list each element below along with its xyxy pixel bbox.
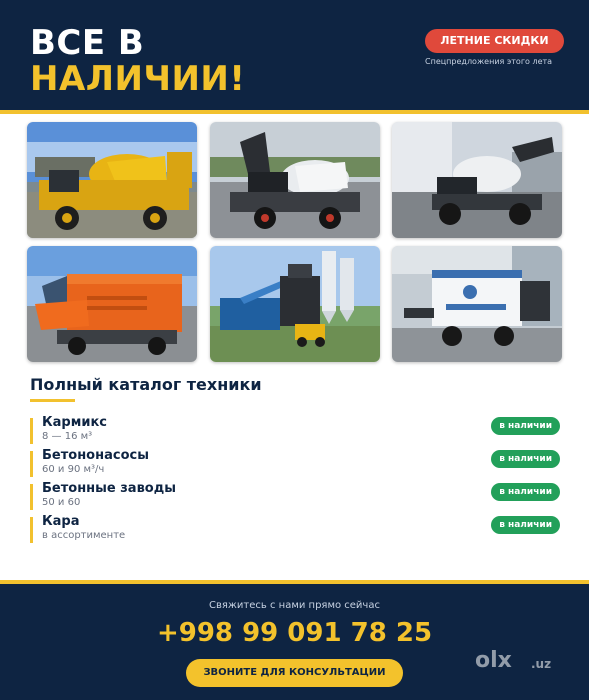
availability-badge: в наличии bbox=[491, 417, 560, 435]
item-name: Бетононасосы bbox=[42, 448, 149, 463]
summer-sale-badge: ЛЕТНИЕ СКИДКИ bbox=[425, 29, 564, 53]
catalog-item-concrete-pumps bbox=[30, 449, 560, 479]
headline-line-2: НАЛИЧИИ! bbox=[30, 59, 246, 99]
item-desc: 50 и 60 bbox=[42, 497, 81, 508]
olx-watermark-tld: .uz bbox=[531, 657, 552, 671]
availability-badge: в наличии bbox=[491, 483, 560, 501]
olx-watermark: olx bbox=[475, 648, 512, 673]
equipment-photo-grid bbox=[27, 122, 562, 362]
photo-orange-concrete-pump bbox=[27, 246, 197, 362]
item-accent-bar bbox=[30, 484, 33, 510]
item-desc: 60 и 90 м³/ч bbox=[42, 464, 105, 475]
catalog-item-karmiks bbox=[30, 416, 560, 446]
catalog-item-kara bbox=[30, 515, 560, 545]
photo-batching-plant bbox=[210, 246, 380, 362]
badge-subtitle: Спецпредложения этого лета bbox=[425, 57, 553, 66]
catalog-title-underline bbox=[30, 399, 75, 402]
contact-text: Свяжитесь с нами прямо сейчас bbox=[209, 600, 380, 611]
call-consultation-button[interactable]: ЗВОНИТЕ ДЛЯ КОНСУЛЬТАЦИИ bbox=[186, 659, 403, 687]
photo-self-loading-mixer-yellow bbox=[27, 122, 197, 238]
catalog-item-concrete-plants bbox=[30, 482, 560, 512]
photo-white-mixer-yard bbox=[392, 122, 562, 238]
item-desc: в ассортименте bbox=[42, 530, 126, 541]
item-name: Бетонные заводы bbox=[42, 481, 176, 496]
catalog-title: Полный каталог техники bbox=[30, 375, 262, 394]
hero-divider bbox=[0, 110, 589, 114]
item-accent-bar bbox=[30, 517, 33, 543]
item-name: Кара bbox=[42, 514, 80, 529]
contact-footer bbox=[0, 584, 589, 700]
headline-line-1: ВСЕ В bbox=[30, 23, 145, 63]
phone-number[interactable]: +998 99 091 78 25 bbox=[156, 618, 433, 648]
item-name: Кармикс bbox=[42, 415, 107, 430]
photo-self-loading-mixer-black bbox=[210, 122, 380, 238]
item-accent-bar bbox=[30, 418, 33, 444]
hero-banner bbox=[0, 0, 589, 110]
photo-white-trailer-pump bbox=[392, 246, 562, 362]
item-desc: 8 — 16 м³ bbox=[42, 431, 93, 442]
availability-badge: в наличии bbox=[491, 450, 560, 468]
item-accent-bar bbox=[30, 451, 33, 477]
availability-badge: в наличии bbox=[491, 516, 560, 534]
